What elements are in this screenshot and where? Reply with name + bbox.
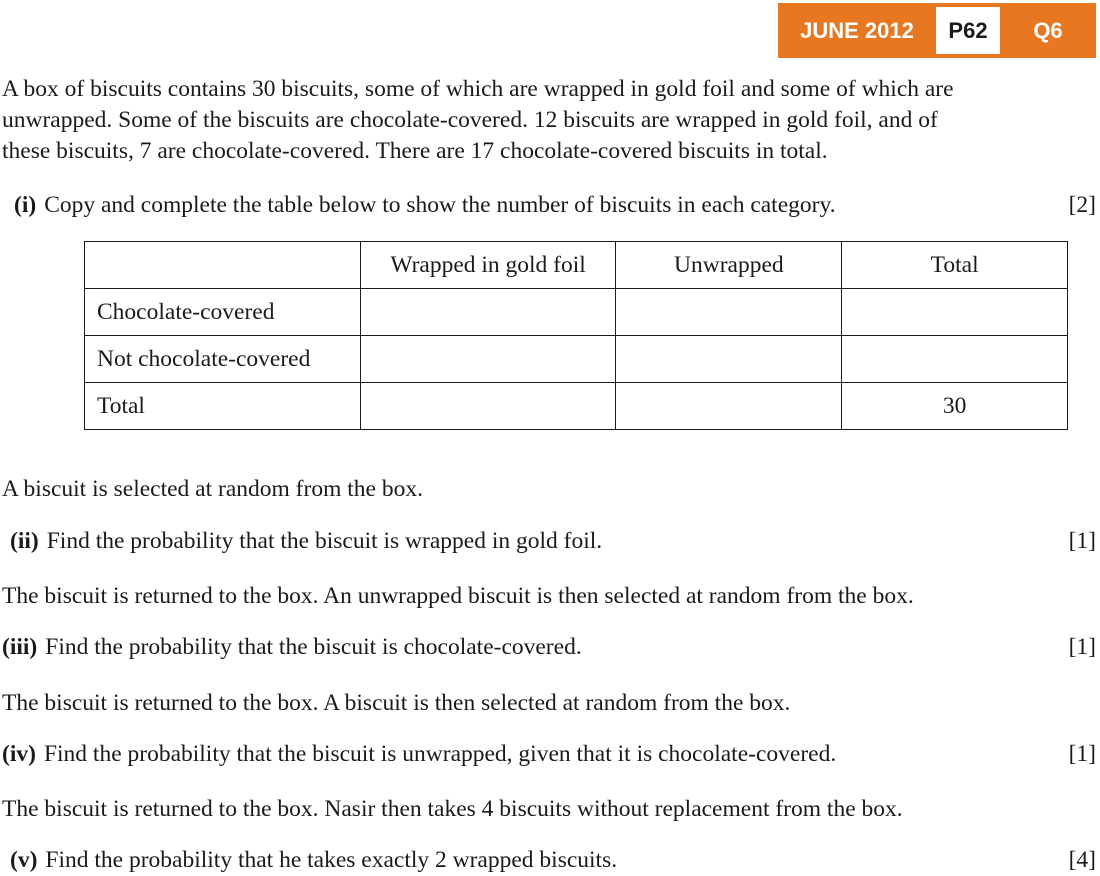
- part-marks: [4]: [1068, 847, 1096, 873]
- biscuit-table: [84, 241, 1068, 430]
- part-text: Find the probability that the biscuit is unwrapped, given that it is chocolate-covered.: [43, 741, 837, 767]
- part-number: (i): [14, 192, 37, 218]
- table-cell: [360, 383, 616, 430]
- table-cell: [360, 289, 616, 336]
- part-marks: [1]: [1068, 634, 1096, 660]
- table-row: [85, 289, 1068, 336]
- part-marks: [2]: [1068, 192, 1096, 218]
- intro-line: unwrapped. Some of the biscuits are chocolate-covered. 12 biscuits are wrapped in gold foil, and of: [2, 107, 938, 133]
- intro-line: these biscuits, 7 are chocolate-covered. There are 17 chocolate-covered biscuits in total.: [2, 138, 828, 164]
- badge-question: Q6: [1033, 17, 1063, 43]
- part-text: Find the probability that the biscuit is chocolate-covered.: [45, 634, 582, 660]
- return-text-3: The biscuit is returned to the box. Nasir then takes 4 biscuits without replacement from the box.: [2, 796, 903, 822]
- return-text-1: The biscuit is returned to the box. An unwrapped biscuit is then selected at random from the box.: [2, 583, 914, 609]
- random-selection-text: A biscuit is selected at random from the box.: [2, 476, 423, 502]
- part-number: (ii): [10, 528, 39, 554]
- part-text: Find the probability that the biscuit is wrapped in gold foil.: [46, 528, 603, 554]
- part-marks: [1]: [1068, 741, 1096, 767]
- table-cell: [616, 383, 842, 430]
- return-text-2: The biscuit is returned to the box. A biscuit is then selected at random from the box.: [2, 690, 791, 716]
- table-cell: [842, 336, 1068, 383]
- intro-line: A box of biscuits contains 30 biscuits, some of which are wrapped in gold foil and some of which are: [2, 76, 954, 102]
- table-cell: [616, 289, 842, 336]
- table-header-cell: Total: [842, 242, 1068, 289]
- part-text: Find the probability that he takes exactly 2 wrapped biscuits.: [45, 847, 618, 873]
- table-header-row: [85, 242, 1068, 289]
- table-row: [85, 336, 1068, 383]
- part-i: [14, 194, 1096, 218]
- badge-paper: P62: [936, 7, 1000, 54]
- row-label: Total: [85, 383, 361, 430]
- part-number: (iv): [2, 741, 36, 767]
- question-intro: [2, 74, 1096, 167]
- part-iii: [2, 636, 1096, 660]
- table-header-cell: Wrapped in gold foil: [360, 242, 616, 289]
- part-v: [10, 849, 1096, 873]
- row-label: Not chocolate-covered: [85, 336, 361, 383]
- row-label: Chocolate-covered: [85, 289, 361, 336]
- table-cell: [616, 336, 842, 383]
- part-ii: [10, 530, 1096, 554]
- table-cell: [360, 336, 616, 383]
- table-header-cell: [85, 242, 361, 289]
- part-marks: [1]: [1068, 528, 1096, 554]
- table-header-cell: Unwrapped: [616, 242, 842, 289]
- part-number: (v): [10, 847, 38, 873]
- part-number: (iii): [2, 634, 38, 660]
- table-cell: 30: [842, 383, 1068, 430]
- part-text: Copy and complete the table below to show the number of biscuits in each category.: [44, 192, 836, 218]
- table-cell: [842, 289, 1068, 336]
- exam-reference-badge: [778, 3, 1096, 58]
- table-row: [85, 383, 1068, 430]
- part-iv: [2, 743, 1096, 767]
- badge-date: JUNE 2012: [800, 17, 914, 43]
